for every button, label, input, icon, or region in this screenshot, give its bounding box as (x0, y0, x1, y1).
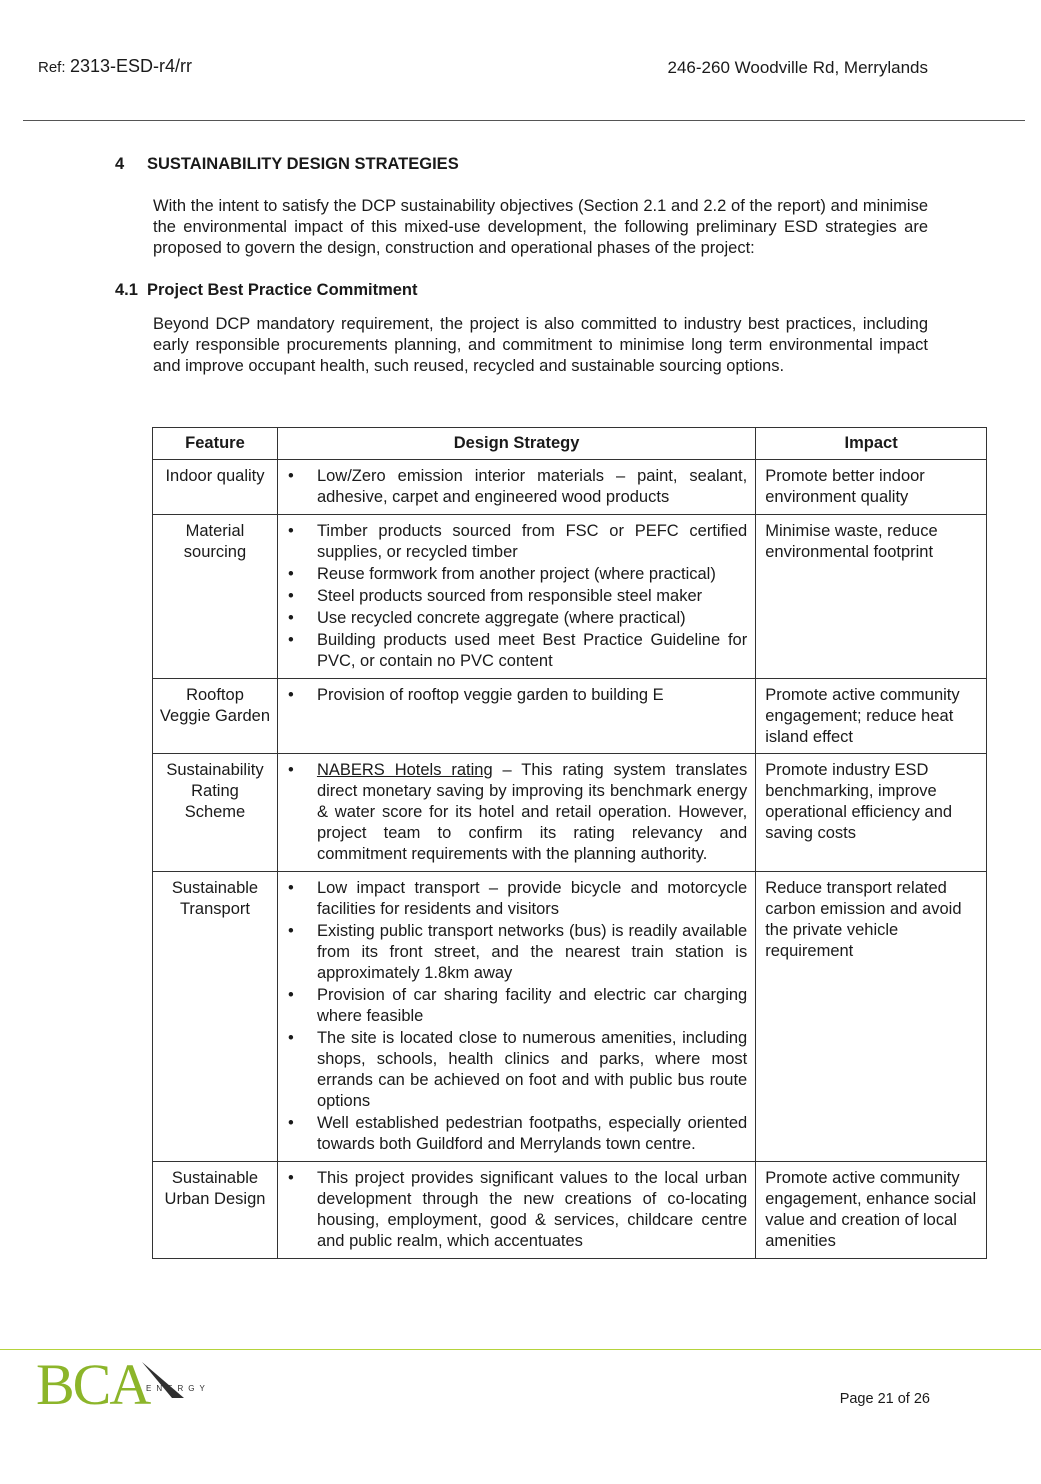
strategy-text: Existing public transport networks (bus) is readily available from its front street, and the nearest train station is approximately 1.8km away (316, 922, 748, 982)
feature-cell: Rooftop Veggie Garden (153, 679, 278, 754)
strategy-text: Low impact transport – provide bicycle and motorcycle facilities for residents and visitors (316, 879, 748, 918)
impact-cell: Minimise waste, reduce environmental footprint (756, 515, 987, 679)
feature-cell: Sustainability Rating Scheme (153, 754, 278, 872)
table-row (153, 1162, 987, 1259)
strategy-cell (277, 754, 755, 872)
strategy-list (286, 1168, 747, 1252)
strategy-item (286, 878, 747, 920)
strategy-list (286, 685, 747, 706)
section-number: 4 (115, 155, 125, 173)
ref-label: Ref: (38, 59, 66, 76)
bullet-icon: • (287, 1114, 294, 1132)
rating-link[interactable]: NABERS Hotels rating (316, 761, 493, 779)
subsection-heading (115, 281, 418, 300)
logo-wordmark: BCA (36, 1352, 150, 1412)
strategy-text: This project provides significant values to the local urban development through the new creations of co-locating housing, employment, good & services, childcare centre and public realm, which accentuates (316, 1169, 748, 1250)
strategy-item (286, 586, 747, 607)
subsection-paragraph: Beyond DCP mandatory requirement, the project is also committed to industry best practices, including early responsible procurements planning, and commitment to minimise long term environmental impact and improve occupant health, such reused, recycled and sustainable sourcing options. (153, 315, 928, 375)
strategy-text: Building products used meet Best Practice Guideline for PVC, or contain no PVC content (316, 631, 748, 670)
impact-cell: Reduce transport related carbon emission and avoid the private vehicle requirement (756, 872, 987, 1162)
strategy-item (286, 630, 747, 672)
bullet-icon: • (287, 686, 294, 704)
strategy-text: Use recycled concrete aggregate (where practical) (316, 609, 686, 627)
table-row (153, 754, 987, 872)
strategy-text: The site is located close to numerous amenities, including shops, schools, health clinics and parks, where most errands can be achieved on foot and with public bus route options (316, 1029, 748, 1110)
header-divider (23, 120, 1025, 121)
section-intro: With the intent to satisfy the DCP sustainability objectives (Section 2.1 and 2.2 of the report) and minimise the environmental impact of this mixed-use development, the following preliminary ESD strategies are proposed to govern the design, construction and operational phases of the project: (153, 197, 928, 257)
strategy-text: Steel products sourced from responsible steel maker (316, 587, 703, 605)
impact-cell: Promote better indoor environment quality (756, 460, 987, 515)
logo-subtext: ENERGY (146, 1384, 210, 1393)
table-row (153, 679, 987, 754)
section-heading (115, 155, 459, 174)
bullet-icon: • (287, 1169, 294, 1187)
table-row (153, 872, 987, 1162)
impact-cell: Promote active community engagement; reduce heat island effect (756, 679, 987, 754)
bca-energy-logo (34, 1352, 214, 1412)
feature-cell: Sustainable Urban Design (153, 1162, 278, 1259)
strategy-item (286, 921, 747, 984)
header-address: 246-260 Woodville Rd, Merrylands (667, 58, 928, 77)
strategy-item (286, 1028, 747, 1112)
strategy-item (286, 685, 747, 706)
table-body (153, 460, 987, 1259)
strategy-text: Reuse formwork from another project (where practical) (316, 565, 716, 583)
bullet-icon: • (287, 565, 294, 583)
bullet-icon: • (287, 761, 294, 779)
table-row (153, 460, 987, 515)
subsection-number: 4.1 (115, 281, 138, 299)
strategy-item (286, 1168, 747, 1252)
bullet-icon: • (287, 922, 294, 940)
footer-divider (0, 1349, 1041, 1350)
bullet-icon: • (287, 587, 294, 605)
table-row (153, 515, 987, 679)
strategy-list (286, 466, 747, 508)
ref-value: 2313-ESD-r4/rr (69, 56, 193, 76)
bullet-icon: • (287, 467, 294, 485)
strategy-text: Low/Zero emission interior materials – paint, sealant, adhesive, carpet and engineered wood products (316, 467, 748, 506)
subsection-title: Project Best Practice Commitment (147, 281, 418, 299)
strategy-list (286, 521, 747, 672)
feature-cell: Material sourcing (153, 515, 278, 679)
strategy-item (286, 564, 747, 585)
strategy-table (152, 427, 987, 1259)
table-header-row (153, 428, 987, 460)
strategy-text: Provision of rooftop veggie garden to building E (316, 686, 664, 704)
strategy-item (286, 466, 747, 508)
header-design-strategy: Design Strategy (277, 428, 755, 460)
bullet-icon: • (287, 879, 294, 897)
strategy-list (286, 760, 747, 865)
section-title: SUSTAINABILITY DESIGN STRATEGIES (147, 155, 459, 173)
strategy-text: Well established pedestrian footpaths, especially oriented towards both Guildford and Merrylands town centre. (316, 1114, 748, 1153)
header-feature: Feature (153, 428, 278, 460)
strategy-list (286, 878, 747, 1155)
header-ref (38, 56, 192, 77)
strategy-item (286, 985, 747, 1027)
impact-cell: Promote active community engagement, enhance social value and creation of local amenities (756, 1162, 987, 1259)
strategy-cell (277, 460, 755, 515)
page-number: Page 21 of 26 (839, 1391, 930, 1407)
strategy-cell (277, 679, 755, 754)
impact-cell: Promote industry ESD benchmarking, improve operational efficiency and saving costs (756, 754, 987, 872)
bullet-icon: • (287, 1029, 294, 1047)
strategy-text: Provision of car sharing facility and electric car charging where feasible (316, 986, 748, 1025)
strategy-cell (277, 872, 755, 1162)
header-impact: Impact (756, 428, 987, 460)
strategy-item (286, 760, 747, 865)
feature-cell: Indoor quality (153, 460, 278, 515)
strategy-item (286, 1113, 747, 1155)
strategy-text: Timber products sourced from FSC or PEFC certified supplies, or recycled timber (316, 522, 748, 561)
strategy-item (286, 521, 747, 563)
bullet-icon: • (287, 986, 294, 1004)
bullet-icon: • (287, 609, 294, 627)
feature-cell: Sustainable Transport (153, 872, 278, 1162)
bullet-icon: • (287, 522, 294, 540)
bullet-icon: • (287, 631, 294, 649)
strategy-item (286, 608, 747, 629)
strategy-cell (277, 515, 755, 679)
strategy-text: – This rating system translates direct monetary saving by improving its benchmark energy & water score for its hotel and retail operation. However, project team to confirm its rating relevancy and commitment requirements with the planning authority. (316, 761, 748, 863)
strategy-cell (277, 1162, 755, 1259)
